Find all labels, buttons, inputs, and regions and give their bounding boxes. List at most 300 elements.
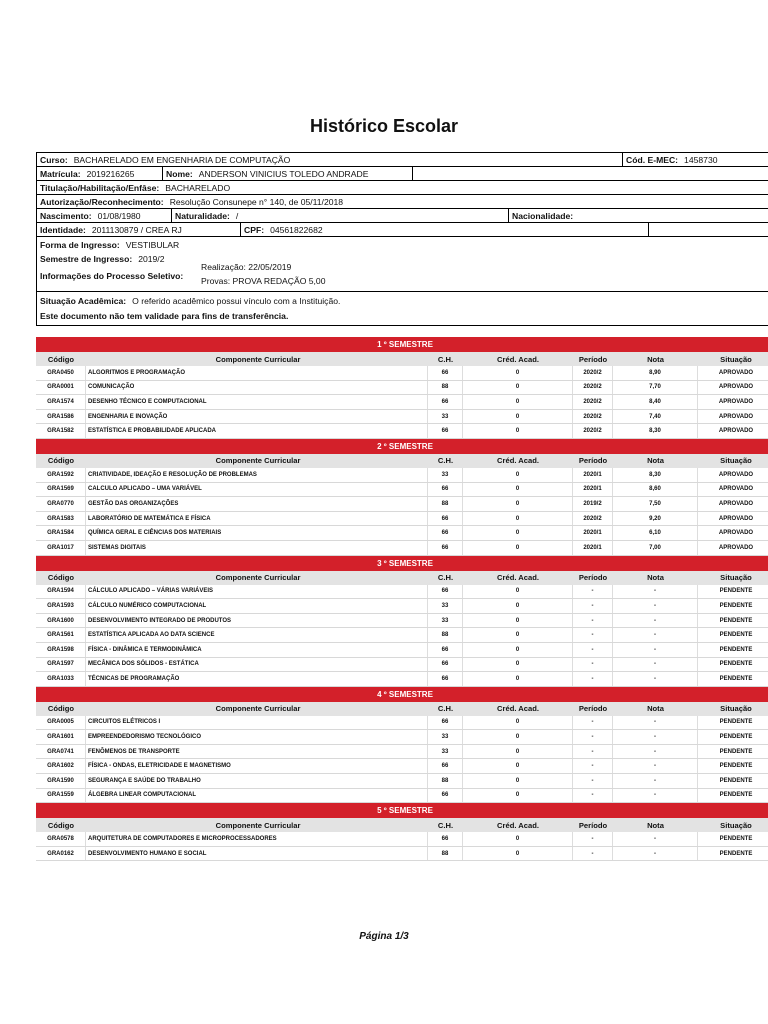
cell-ch: 33: [428, 410, 463, 424]
cell-codigo: GRA1559: [36, 789, 86, 803]
semester-header: 4 º SEMESTRE: [36, 687, 768, 702]
cell-situacao: APROVADO: [718, 500, 754, 507]
situacao-label: Situação Acadêmica:: [40, 295, 127, 306]
cell-componente: FÍSICA - ONDAS, ELETRICIDADE E MAGNETISMO: [86, 759, 428, 773]
table-row: [36, 599, 768, 614]
cell-codigo: GRA1561: [36, 628, 86, 642]
identidade-value: 2011130879 / CREA RJ: [91, 224, 182, 235]
situacao-value: O referido acadêmico possui vínculo com a Instituição.: [132, 295, 341, 306]
cell-creditos: 0: [463, 643, 573, 657]
nascimento-label: Nascimento:: [40, 210, 92, 221]
processo-line: [40, 269, 189, 282]
table-header-row: [36, 352, 768, 366]
cell-nota: 8,30: [613, 424, 698, 438]
column-header-codigo: Código: [47, 820, 75, 830]
cell-creditos: 0: [463, 526, 573, 540]
cell-componente: SISTEMAS DIGITAIS: [86, 541, 428, 555]
cell-ch: 33: [428, 599, 463, 613]
cell-creditos: 0: [463, 759, 573, 773]
cell-codigo: GRA0578: [36, 832, 86, 846]
cpf-label: CPF:: [244, 224, 265, 235]
cell-codigo: GRA1602: [36, 759, 86, 773]
realizacao-text: Realização: 22/05/2019: [201, 262, 292, 272]
cell-ch: 88: [428, 381, 463, 395]
cell-componente: ÁLGEBRA LINEAR COMPUTACIONAL: [86, 789, 428, 803]
cell-codigo: GRA0741: [36, 745, 86, 759]
cell-situacao: APROVADO: [718, 428, 754, 435]
cell-codigo: GRA1574: [36, 395, 86, 409]
cell-nota: 8,30: [613, 468, 698, 482]
autorizacao-cell: [37, 195, 768, 208]
cell-codigo: GRA1583: [36, 512, 86, 526]
column-header-ch: C.H.: [437, 456, 454, 466]
naturalidade-label: Naturalidade:: [175, 210, 230, 221]
semester-header: 2 º SEMESTRE: [36, 439, 768, 454]
column-header-situacao: Situação: [720, 820, 752, 830]
cell-creditos: 0: [463, 483, 573, 497]
cod-emec-label: Cód. E-MEC:: [626, 154, 679, 165]
cell-situacao: APROVADO: [718, 544, 754, 551]
cell-creditos: 0: [463, 628, 573, 642]
table-row: [36, 410, 768, 425]
naturalidade-value: /: [235, 210, 239, 221]
cell-componente: ALGORITMOS E PROGRAMAÇÃO: [86, 366, 428, 380]
empty-cell: [413, 167, 768, 180]
column-header-creditos: Créd. Acad.: [497, 820, 539, 830]
forma-value: VESTIBULAR: [125, 239, 180, 250]
titulacao-value: BACHARELADO: [165, 182, 231, 193]
column-header-ch: C.H.: [437, 820, 454, 830]
cell-creditos: 0: [463, 468, 573, 482]
cell-situacao: PENDENTE: [719, 675, 753, 682]
cell-periodo: 2020/2: [573, 395, 613, 409]
cell-ch: 66: [428, 512, 463, 526]
column-header-nota: Nota: [647, 820, 664, 830]
cell-periodo: 2020/2: [573, 366, 613, 380]
table-row: [36, 832, 768, 847]
cell-componente: FENÔMENOS DE TRANSPORTE: [86, 745, 428, 759]
table-row: [36, 628, 768, 643]
cell-codigo: GRA1033: [36, 672, 86, 686]
cell-codigo: GRA0005: [36, 716, 86, 730]
table-row: [36, 774, 768, 789]
column-header-periodo: Período: [578, 354, 608, 364]
situacao-block: [37, 292, 768, 325]
cell-codigo: GRA1584: [36, 526, 86, 540]
table-header-row: [36, 571, 768, 585]
table-row: [36, 483, 768, 498]
cell-ch: 88: [428, 774, 463, 788]
cell-componente: ARQUITETURA DE COMPUTADORES E MICROPROCESSADORES: [86, 832, 428, 846]
cell-nota: 7,50: [613, 497, 698, 511]
table-row: [36, 512, 768, 527]
cell-situacao: PENDENTE: [719, 602, 753, 609]
page-number: Página 1/3: [359, 931, 409, 942]
table-row: [36, 759, 768, 774]
cell-nota: 8,90: [613, 366, 698, 380]
cell-situacao: APROVADO: [718, 486, 754, 493]
situacao-line: [40, 294, 768, 307]
cell-periodo: -: [573, 730, 613, 744]
table-row: [36, 381, 768, 396]
semester-header: 3 º SEMESTRE: [36, 556, 768, 571]
semestre-line: [40, 252, 768, 265]
cell-nota: 7,70: [613, 381, 698, 395]
cell-componente: COMUNICAÇÃO: [86, 381, 428, 395]
cell-ch: 33: [428, 468, 463, 482]
empty-cell: [649, 223, 768, 236]
nome-value: ANDERSON VINICIUS TOLEDO ANDRADE: [198, 168, 369, 179]
cell-nota: 7,40: [613, 410, 698, 424]
table-row: [36, 658, 768, 673]
column-header-creditos: Créd. Acad.: [497, 704, 539, 714]
cell-nota: -: [613, 832, 698, 846]
cell-componente: QUÍMICA GERAL E CIÊNCIAS DOS MATERIAIS: [86, 526, 428, 540]
cell-componente: EMPREENDEDORISMO TECNOLÓGICO: [86, 730, 428, 744]
cell-codigo: GRA1600: [36, 614, 86, 628]
cell-periodo: -: [573, 599, 613, 613]
column-header-nota: Nota: [647, 704, 664, 714]
cell-codigo: GRA1598: [36, 643, 86, 657]
cell-codigo: GRA0162: [36, 847, 86, 861]
column-header-componente: Componente Curricular: [215, 573, 301, 583]
naturalidade-cell: [172, 209, 509, 222]
grades-table: [36, 337, 768, 861]
cell-nota: -: [613, 643, 698, 657]
cpf-value: 04561822682: [270, 224, 323, 235]
page-title: Histórico Escolar: [309, 116, 459, 136]
column-header-componente: Componente Curricular: [215, 456, 301, 466]
column-header-ch: C.H.: [437, 704, 454, 714]
cell-componente: DESENVOLVIMENTO INTEGRADO DE PRODUTOS: [86, 614, 428, 628]
cell-componente: MECÂNICA DOS SÓLIDOS - ESTÁTICA: [86, 658, 428, 672]
cell-situacao: APROVADO: [718, 369, 754, 376]
cell-periodo: -: [573, 716, 613, 730]
cell-componente: SEGURANÇA E SAÚDE DO TRABALHO: [86, 774, 428, 788]
cell-situacao: APROVADO: [718, 398, 754, 405]
cell-creditos: 0: [463, 716, 573, 730]
cell-situacao: PENDENTE: [719, 632, 753, 639]
column-header-periodo: Período: [578, 820, 608, 830]
table-row: [36, 424, 768, 439]
cell-periodo: -: [573, 832, 613, 846]
aviso-text: Este documento não tem validade para fins de transferência.: [40, 310, 289, 321]
cell-componente: TÉCNICAS DE PROGRAMAÇÃO: [86, 672, 428, 686]
column-header-situacao: Situação: [720, 704, 752, 714]
column-header-situacao: Situação: [720, 573, 752, 583]
cell-componente: CIRCUITOS ELÉTRICOS I: [86, 716, 428, 730]
cell-situacao: PENDENTE: [719, 777, 753, 784]
cell-codigo: GRA0450: [36, 366, 86, 380]
titulacao-cell: [37, 181, 768, 194]
cell-periodo: 2019/2: [573, 497, 613, 511]
cell-componente: CALCULO APLICADO – UMA VARIÁVEL: [86, 483, 428, 497]
cell-componente: FÍSICA - DINÂMICA E TERMODINÂMICA: [86, 643, 428, 657]
table-row: [36, 614, 768, 629]
cell-situacao: APROVADO: [718, 413, 754, 420]
table-row: [36, 541, 768, 556]
table-row: [36, 526, 768, 541]
cell-componente: CÁLCULO NUMÉRICO COMPUTACIONAL: [86, 599, 428, 613]
cell-situacao: APROVADO: [718, 515, 754, 522]
cell-periodo: 2020/2: [573, 512, 613, 526]
cell-ch: 66: [428, 658, 463, 672]
table-header-row: [36, 818, 768, 832]
cell-periodo: 2020/1: [573, 468, 613, 482]
cell-situacao: PENDENTE: [719, 646, 753, 653]
cell-creditos: 0: [463, 832, 573, 846]
matricula-cell: [37, 167, 163, 180]
cell-componente: GESTÃO DAS ORGANIZAÇÕES: [86, 497, 428, 511]
cell-situacao: PENDENTE: [719, 719, 753, 726]
titulacao-label: Titulação/Habilitação/Enfâse:: [40, 182, 160, 193]
cell-codigo: GRA1586: [36, 410, 86, 424]
student-info-box: [36, 152, 768, 326]
nome-cell: [163, 167, 413, 180]
semestre-label: Semestre de Ingresso:: [40, 253, 133, 264]
cell-componente: ENGENHARIA E INOVAÇÃO: [86, 410, 428, 424]
cell-periodo: -: [573, 745, 613, 759]
cell-nota: -: [613, 658, 698, 672]
autorizacao-value: Resolução Consunepe n° 140, de 05/11/2018: [169, 196, 344, 207]
cell-componente: CÁLCULO APLICADO – VÁRIAS VARIÁVEIS: [86, 585, 428, 599]
column-header-ch: C.H.: [437, 354, 454, 364]
cell-creditos: 0: [463, 541, 573, 555]
cell-situacao: PENDENTE: [719, 617, 753, 624]
column-header-situacao: Situação: [720, 354, 752, 364]
cell-ch: 33: [428, 614, 463, 628]
cell-periodo: -: [573, 628, 613, 642]
cell-ch: 66: [428, 643, 463, 657]
cell-nota: -: [613, 599, 698, 613]
table-row: [36, 585, 768, 600]
cell-ch: 33: [428, 745, 463, 759]
forma-label: Forma de Ingresso:: [40, 239, 120, 250]
table-header-row: [36, 454, 768, 468]
column-header-nota: Nota: [647, 573, 664, 583]
cell-nota: -: [613, 585, 698, 599]
cod-emec-value: 1458730: [684, 154, 718, 165]
identidade-label: Identidade:: [40, 224, 86, 235]
cell-creditos: 0: [463, 789, 573, 803]
cell-codigo: GRA1590: [36, 774, 86, 788]
table-row: [36, 672, 768, 687]
cell-ch: 66: [428, 832, 463, 846]
cell-creditos: 0: [463, 745, 573, 759]
cell-ch: 66: [428, 716, 463, 730]
column-header-periodo: Período: [578, 456, 608, 466]
matricula-label: Matrícula:: [40, 168, 81, 179]
table-row: [36, 395, 768, 410]
column-header-codigo: Código: [47, 573, 75, 583]
column-header-situacao: Situação: [720, 456, 752, 466]
semestre-value: 2019/2: [138, 253, 165, 264]
cell-situacao: APROVADO: [718, 471, 754, 478]
cell-creditos: 0: [463, 658, 573, 672]
cell-creditos: 0: [463, 512, 573, 526]
cell-ch: 88: [428, 497, 463, 511]
cell-componente: LABORATÓRIO DE MATEMÁTICA E FÍSICA: [86, 512, 428, 526]
column-header-componente: Componente Curricular: [215, 820, 301, 830]
identidade-cell: [37, 223, 241, 236]
cell-situacao: PENDENTE: [719, 748, 753, 755]
cell-creditos: 0: [463, 672, 573, 686]
forma-line: [40, 238, 768, 251]
cell-creditos: 0: [463, 381, 573, 395]
provas-text: Provas: PROVA REDAÇÃO 5,00: [201, 276, 326, 286]
cell-nota: -: [613, 745, 698, 759]
table-header-row: [36, 702, 768, 716]
column-header-creditos: Créd. Acad.: [497, 456, 539, 466]
cell-periodo: -: [573, 672, 613, 686]
cell-periodo: 2020/2: [573, 424, 613, 438]
cell-periodo: -: [573, 585, 613, 599]
cell-nota: -: [613, 672, 698, 686]
nascimento-value: 01/08/1980: [97, 210, 141, 221]
nome-label: Nome:: [166, 168, 193, 179]
cell-periodo: 2020/2: [573, 410, 613, 424]
table-row: [36, 789, 768, 804]
cell-nota: -: [613, 716, 698, 730]
cell-ch: 66: [428, 395, 463, 409]
cell-codigo: GRA1017: [36, 541, 86, 555]
cell-ch: 66: [428, 585, 463, 599]
cell-componente: ESTATÍSTICA E PROBABILIDADE APLICADA: [86, 424, 428, 438]
cpf-cell: [241, 223, 649, 236]
cell-codigo: GRA1593: [36, 599, 86, 613]
cell-ch: 66: [428, 483, 463, 497]
cell-creditos: 0: [463, 847, 573, 861]
cell-situacao: APROVADO: [718, 530, 754, 537]
cell-codigo: GRA1569: [36, 483, 86, 497]
nascimento-cell: [37, 209, 172, 222]
cell-codigo: GRA1592: [36, 468, 86, 482]
column-header-periodo: Período: [578, 704, 608, 714]
cell-nota: -: [613, 614, 698, 628]
cell-periodo: -: [573, 774, 613, 788]
cell-ch: 66: [428, 424, 463, 438]
cell-nota: 7,00: [613, 541, 698, 555]
cell-ch: 88: [428, 628, 463, 642]
cell-situacao: PENDENTE: [719, 763, 753, 770]
column-header-creditos: Créd. Acad.: [497, 354, 539, 364]
curso-label: Curso:: [40, 154, 68, 165]
nacionalidade-label: Nacionalidade:: [512, 210, 574, 221]
semester-header: 5 º SEMESTRE: [36, 803, 768, 818]
curso-value: BACHARELADO EM ENGENHARIA DE COMPUTAÇÃO: [73, 154, 291, 165]
cell-creditos: 0: [463, 395, 573, 409]
cell-periodo: -: [573, 614, 613, 628]
cell-ch: 66: [428, 366, 463, 380]
cell-creditos: 0: [463, 424, 573, 438]
cell-nota: 6,10: [613, 526, 698, 540]
cell-situacao: PENDENTE: [719, 734, 753, 741]
cell-periodo: -: [573, 658, 613, 672]
curso-cell: [37, 153, 623, 166]
cell-periodo: 2020/1: [573, 483, 613, 497]
cell-ch: 88: [428, 847, 463, 861]
autorizacao-label: Autorização/Reconhecimento:: [40, 196, 164, 207]
matricula-value: 2019216265: [86, 168, 135, 179]
cell-periodo: 2020/1: [573, 541, 613, 555]
cell-periodo: -: [573, 759, 613, 773]
column-header-creditos: Créd. Acad.: [497, 573, 539, 583]
cell-componente: CRIATIVIDADE, IDEAÇÃO E RESOLUÇÃO DE PROBLEMAS: [86, 468, 428, 482]
cell-creditos: 0: [463, 614, 573, 628]
cell-componente: DESENVOLVIMENTO HUMANO E SOCIAL: [86, 847, 428, 861]
cell-nota: 9,20: [613, 512, 698, 526]
cell-creditos: 0: [463, 366, 573, 380]
cell-periodo: -: [573, 847, 613, 861]
column-header-componente: Componente Curricular: [215, 354, 301, 364]
cell-codigo: GRA1601: [36, 730, 86, 744]
cell-periodo: -: [573, 643, 613, 657]
cell-nota: -: [613, 774, 698, 788]
table-row: [36, 716, 768, 731]
table-row: [36, 745, 768, 760]
cell-periodo: 2020/2: [573, 381, 613, 395]
cell-ch: 33: [428, 730, 463, 744]
cell-creditos: 0: [463, 774, 573, 788]
cell-periodo: -: [573, 789, 613, 803]
cell-nota: -: [613, 847, 698, 861]
cell-nota: -: [613, 759, 698, 773]
cell-periodo: 2020/1: [573, 526, 613, 540]
cell-codigo: GRA0001: [36, 381, 86, 395]
cell-ch: 66: [428, 672, 463, 686]
cell-ch: 66: [428, 759, 463, 773]
column-header-ch: C.H.: [437, 573, 454, 583]
cell-creditos: 0: [463, 497, 573, 511]
cell-nota: 8,60: [613, 483, 698, 497]
cell-situacao: APROVADO: [718, 384, 754, 391]
cell-ch: 66: [428, 541, 463, 555]
cod-emec-cell: [623, 153, 768, 166]
table-row: [36, 497, 768, 512]
cell-creditos: 0: [463, 599, 573, 613]
table-row: [36, 730, 768, 745]
table-row: [36, 847, 768, 862]
cell-situacao: PENDENTE: [719, 836, 753, 843]
cell-situacao: PENDENTE: [719, 661, 753, 668]
cell-nota: 8,40: [613, 395, 698, 409]
table-row: [36, 366, 768, 381]
cell-ch: 66: [428, 789, 463, 803]
cell-nota: -: [613, 789, 698, 803]
cell-nota: -: [613, 628, 698, 642]
processo-label: Informações do Processo Seletivo:: [40, 270, 184, 281]
cell-creditos: 0: [463, 730, 573, 744]
column-header-codigo: Código: [47, 704, 75, 714]
cell-codigo: GRA1582: [36, 424, 86, 438]
cell-situacao: PENDENTE: [719, 792, 753, 799]
column-header-componente: Componente Curricular: [215, 704, 301, 714]
cell-componente: ESTATÍSTICA APLICADA AO DATA SCIENCE: [86, 628, 428, 642]
ingresso-block: [37, 237, 768, 292]
table-row: [36, 643, 768, 658]
cell-codigo: GRA0770: [36, 497, 86, 511]
column-header-periodo: Período: [578, 573, 608, 583]
column-header-nota: Nota: [647, 456, 664, 466]
column-header-codigo: Código: [47, 456, 75, 466]
cell-componente: DESENHO TÉCNICO E COMPUTACIONAL: [86, 395, 428, 409]
cell-nota: -: [613, 730, 698, 744]
cell-ch: 66: [428, 526, 463, 540]
cell-situacao: PENDENTE: [719, 850, 753, 857]
table-row: [36, 468, 768, 483]
column-header-nota: Nota: [647, 354, 664, 364]
semester-header: 1 º SEMESTRE: [36, 337, 768, 352]
